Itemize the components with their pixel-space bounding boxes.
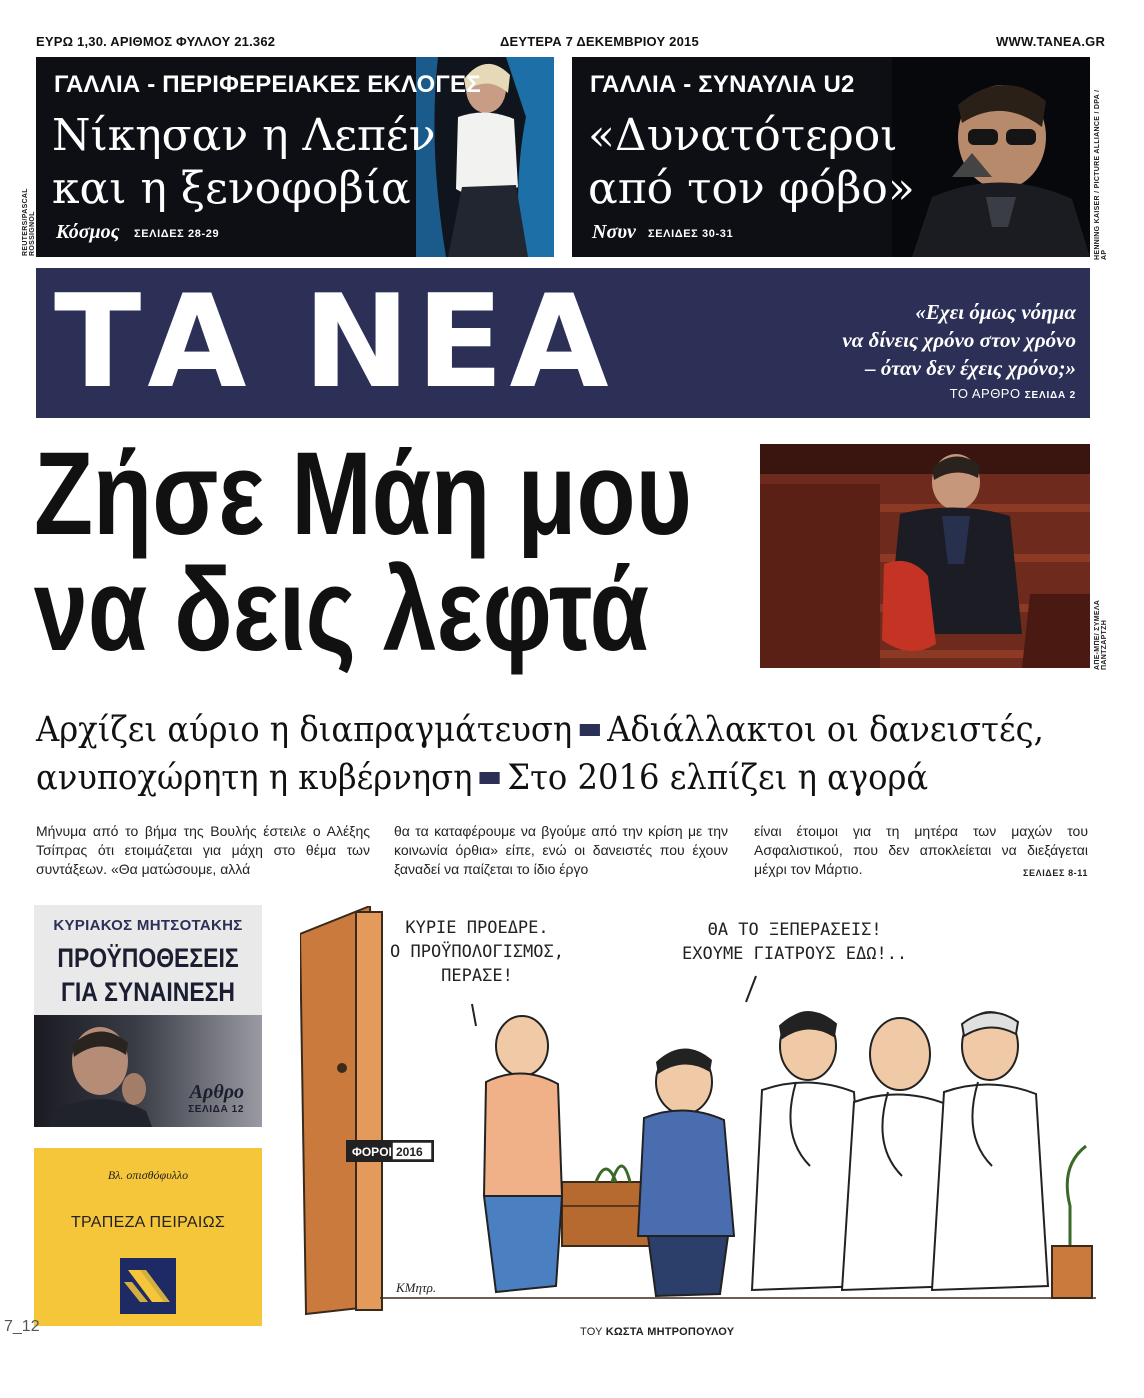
price-issue-line: ΕΥΡΩ 1,30. ΑΡΙΘΜΟΣ ΦΥΛΛΟΥ 21.362 xyxy=(36,34,276,49)
subhead-line xyxy=(36,706,1044,754)
article-label: ΤΟ ΑΡΘΡΟ xyxy=(949,386,1021,401)
story-pages[interactable]: ΣΕΛΙΔΕΣ 8-11 xyxy=(1023,868,1088,878)
speech-bubble-right xyxy=(682,918,907,966)
teaser-title-line: Νίκησαν η Λεπέν xyxy=(52,110,436,161)
bank-logo-icon xyxy=(120,1258,176,1314)
separator-mark xyxy=(480,772,500,784)
side-box-title xyxy=(51,941,245,1009)
teaser-title-line: «Δυνατότεροι xyxy=(588,110,898,161)
teaser-title xyxy=(52,109,435,215)
bubble-line: ΕΧΟΥΜΕ ΓΙΑΤΡΟΥΣ ΕΔΩ!.. xyxy=(682,944,908,964)
subhead-part: Αδιάλλακτοι οι δανειστές, xyxy=(607,710,1044,750)
side-box-kicker: ΚΥΡΙΑΚΟΣ ΜΗΤΣΟΤΑΚΗΣ xyxy=(53,917,243,934)
teaser-pages: ΣΕΛΙΔΕΣ 30-31 xyxy=(648,228,734,240)
side-box-section: Αρθρο xyxy=(189,1081,244,1103)
cartoon-credit xyxy=(580,1326,734,1338)
teaser-kicker: ΓΑΛΛΙΑ - ΠΕΡΙΦΕΡΕΙΑΚΕΣ ΕΚΛΟΓΕΣ xyxy=(54,71,481,98)
editorial-cartoon xyxy=(300,906,1096,1318)
teaser-u2-concert[interactable] xyxy=(572,57,1090,257)
headline-photo xyxy=(760,444,1090,668)
bubble-line: Ο ΠΡΟΫΠΟΛΟΓΙΣΜΟΣ, xyxy=(390,942,564,962)
teaser-pages: ΣΕΛΙΔΕΣ 28-29 xyxy=(134,228,220,240)
photo-credit: HENNING KAISER / PICTURE ALLIANCE / DPA / AP xyxy=(1094,89,1108,260)
masthead xyxy=(36,268,1090,418)
masthead-quote xyxy=(842,298,1076,382)
photo-credit: REUTERS/PASCAL ROSSIGNOL xyxy=(22,188,36,256)
headline-line: Ζήσε Μάη μου xyxy=(34,428,692,560)
speech-bubble-left xyxy=(390,916,564,988)
teaser-title-line: και η ξενοφοβία xyxy=(52,163,411,214)
photo-credit: ΑΠΕ-ΜΠΕ/ ΣΥΜΕΛΑ ΠΑΝΤΖΑΡΤΖΗ xyxy=(1094,599,1108,670)
body-column: θα τα καταφέρουμε να βγούμε από την κρίση με την κοινωνία όρθια» είπε, ενώ οι δανειστές που έχουν ξαναδεί να παίζεται το ίδιο έργο xyxy=(394,823,728,877)
side-box-title-line: ΓΙΑ ΣΥΝΑΙΝΕΣΗ xyxy=(61,977,235,1007)
teaser-title-line: από τον φόβο» xyxy=(588,163,915,214)
credit-prefix: ΤΟΥ xyxy=(580,1326,603,1338)
subhead-part: Αρχίζει αύριο η διαπραγμάτευση xyxy=(36,710,573,750)
teaser-title xyxy=(588,109,915,215)
page-number: 7_12 xyxy=(4,1318,40,1335)
separator-mark xyxy=(580,724,600,736)
bubble-line: ΠΕΡΑΣΕ! xyxy=(441,966,513,986)
newspaper-logo[interactable]: ΤΑ ΝΕΑ xyxy=(54,268,615,417)
cartoonist-signature: ΚΜητρ. xyxy=(396,1280,437,1295)
side-box-ref xyxy=(188,1081,244,1115)
body-column xyxy=(754,822,1088,883)
teaser-photo-bono xyxy=(892,57,1090,257)
ad-bank-name: ΤΡΑΠΕΖΑ ΠΕΙΡΑΙΩΣ xyxy=(70,1214,226,1231)
quote-line: να δίνεις χρόνο στον χρόνο xyxy=(842,328,1076,352)
body-column: Μήνυμα από το βήμα της Βουλής έστειλε ο Αλέξης Τσίπρας ότι ετοιμάζεται για μάχη στο θέμα των συντάξεων. «Θα ματώσουμε, αλλά xyxy=(36,823,370,877)
cartoon-tag-year: 2016 xyxy=(396,1145,423,1159)
teaser-section: Κόσμος xyxy=(56,221,120,243)
issue-date: ΔΕΥΤΕΡΑ 7 ΔΕΚΕΜΒΡΙΟΥ 2015 xyxy=(500,34,699,49)
credit-name: ΚΩΣΤΑ ΜΗΤΡΟΠΟΥΛΟΥ xyxy=(605,1326,735,1338)
subhead-line xyxy=(36,754,1011,802)
bank-logo-mark xyxy=(120,1258,176,1314)
side-box-title-line: ΠΡΟΫΠΟΘΕΣΕΙΣ xyxy=(57,943,239,973)
ad-piraeus-bank[interactable] xyxy=(34,1148,262,1326)
masthead-article-ref[interactable] xyxy=(950,386,1076,401)
website-link[interactable]: WWW.TANEA.GR xyxy=(996,34,1106,49)
teaser-section: Νσυν xyxy=(592,221,636,243)
ad-note: Βλ. οπισθόφυλλο xyxy=(107,1168,189,1182)
side-box-mitsotakis[interactable] xyxy=(34,905,262,1127)
headline-line: να δεις λεφτά xyxy=(34,544,650,676)
subhead-part: Στο 2016 ελπίζει η αγορά xyxy=(507,758,929,798)
article-page: ΣΕΛΙΔΑ 2 xyxy=(1024,390,1076,401)
cartoon-tag-word: ΦΟΡΟΙ xyxy=(352,1145,392,1159)
subhead-part: ανυποχώρητη η κυβέρνηση xyxy=(36,758,473,798)
bubble-line: ΘΑ ΤΟ ΞΕΠΕΡΑΣΕΙΣ! xyxy=(707,920,882,940)
quote-line: «Εχει όμως νόημα xyxy=(915,300,1076,324)
body-column-text: είναι έτοιμοι για τη μητέρα των μαχών του Ασφαλιστικού, που δεν αποκλείεται να διεξάγεται μέχρι τον Μάρτιο. xyxy=(754,823,1088,877)
teaser-kicker: ΓΑΛΛΙΑ - ΣΥΝΑΥΛΙΑ U2 xyxy=(590,71,855,98)
main-headline xyxy=(34,428,692,676)
quote-line: – όταν δεν έχεις χρόνο;» xyxy=(865,356,1076,380)
teaser-france-elections[interactable] xyxy=(36,57,554,257)
bubble-line: ΚΥΡΙΕ ΠΡΟΕΔΡΕ. xyxy=(405,918,549,938)
side-box-page: ΣΕΛΙΔΑ 12 xyxy=(188,1104,244,1115)
subheadline xyxy=(36,706,1044,802)
